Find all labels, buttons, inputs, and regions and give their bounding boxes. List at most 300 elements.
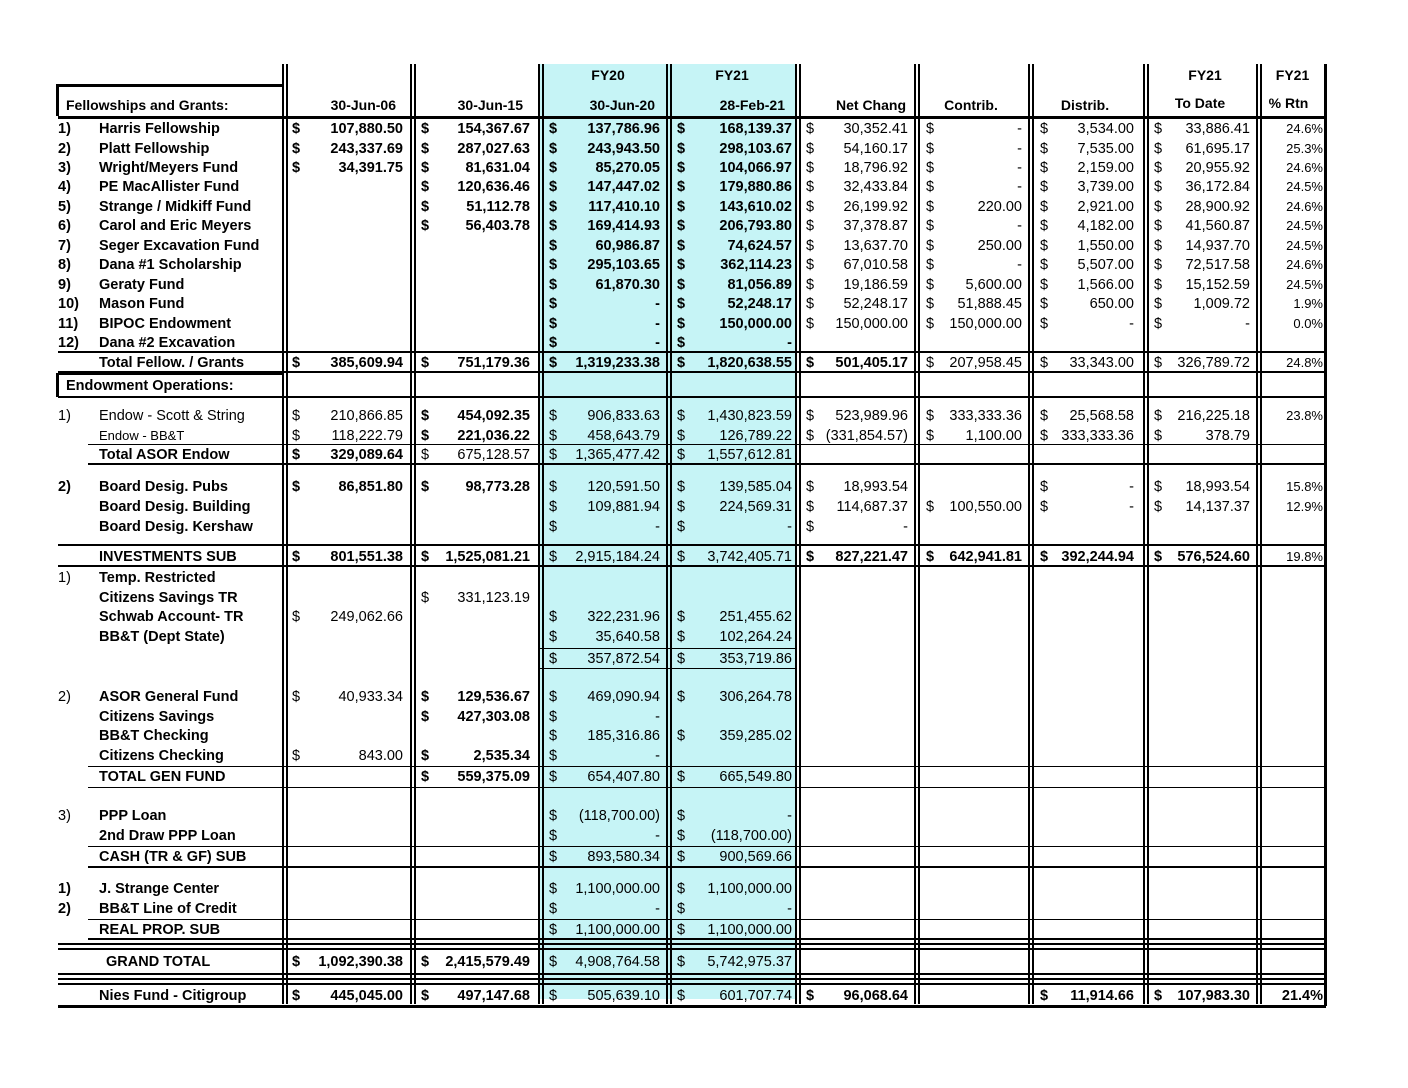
c15-value: 751,179.36: [457, 355, 530, 371]
dollar-sign: $: [677, 218, 686, 234]
contrib-value: 5,600.00: [965, 277, 1022, 293]
distrib-value: 11,914.66: [1070, 988, 1134, 1004]
dollar-sign: $: [677, 277, 686, 293]
distrib-value: 2,921.00: [1077, 199, 1134, 215]
todate-value: 14,937.70: [1185, 238, 1250, 254]
contrib-value: 250.00: [977, 238, 1022, 254]
dollar-sign: $: [677, 828, 686, 844]
row-label: Total ASOR Endow: [99, 447, 230, 463]
row-label: Dana #2 Excavation: [99, 335, 236, 351]
dollar-sign: $: [677, 499, 686, 515]
grid-line: [88, 938, 1326, 940]
todate-value: 576,524.60: [1177, 549, 1250, 565]
dollar-sign: $: [806, 428, 815, 444]
todate-value: 107,983.30: [1177, 988, 1250, 1004]
dollar-sign: $: [1154, 218, 1163, 234]
c20-value: 35,640.58: [595, 629, 660, 645]
distrib-value: 33,343.00: [1069, 355, 1134, 371]
dollar-sign: $: [421, 199, 430, 215]
dollar-sign: $: [549, 257, 558, 273]
dollar-sign: $: [549, 296, 558, 312]
dollar-sign: $: [1040, 296, 1049, 312]
contrib-value: 1,100.00: [965, 428, 1022, 444]
dollar-sign: $: [677, 922, 686, 938]
dollar-sign: $: [549, 199, 558, 215]
dollar-sign: $: [421, 954, 430, 970]
c21-value: 143,610.02: [719, 199, 792, 215]
c15-value: 98,773.28: [465, 479, 530, 495]
row-label: PE MacAllister Fund: [99, 179, 240, 195]
return-percent: 23.8%: [1286, 408, 1323, 423]
c21-value: 3,742,405.71: [707, 549, 792, 565]
c21-value: 52,248.17: [727, 296, 792, 312]
dollar-sign: $: [806, 316, 815, 332]
dollar-sign: $: [926, 218, 935, 234]
grid-line: [88, 919, 1326, 920]
grid-line: [58, 948, 1326, 950]
grid-line: [88, 463, 1326, 465]
c20-value: -: [655, 316, 660, 332]
return-percent: 0.0%: [1293, 316, 1323, 331]
distrib-value: 1,550.00: [1077, 238, 1134, 254]
dollar-sign: $: [549, 988, 558, 1004]
c21-value: 168,139.37: [719, 121, 792, 137]
dollar-sign: $: [292, 689, 301, 705]
row-label: BB&T Line of Credit: [99, 901, 237, 917]
contrib-value: -: [1017, 179, 1022, 195]
c06-value: 1,092,390.38: [318, 954, 403, 970]
column-header: 30-Jun-06: [330, 97, 396, 113]
grid-line: [914, 64, 916, 1004]
row-number: 3): [58, 808, 71, 824]
c20-value: 117,410.10: [588, 199, 660, 215]
row-number: 2): [58, 479, 71, 495]
column-header: Net Chang: [836, 97, 906, 113]
dollar-sign: $: [806, 479, 815, 495]
row-label: Board Desig. Pubs: [99, 479, 228, 495]
grid-line: [58, 544, 1326, 546]
c06-value: 86,851.80: [338, 479, 403, 495]
row-number: 1): [58, 570, 71, 586]
net-value: 827,221.47: [835, 549, 908, 565]
grid-line: [88, 846, 1326, 847]
todate-value: 20,955.92: [1185, 160, 1250, 176]
c21-value: 362,114.23: [720, 257, 792, 273]
dollar-sign: $: [1040, 355, 1049, 371]
c06-value: 34,391.75: [338, 160, 403, 176]
row-label: Board Desig. Building: [99, 499, 251, 515]
contrib-value: -: [1017, 141, 1022, 157]
row-number: 11): [58, 316, 79, 332]
grid-line: [58, 84, 282, 87]
c21-value: -: [787, 519, 792, 535]
net-value: 13,637.70: [843, 238, 908, 254]
dollar-sign: $: [421, 355, 430, 371]
dollar-sign: $: [1040, 277, 1049, 293]
dollar-sign: $: [677, 141, 686, 157]
dollar-sign: $: [1040, 199, 1049, 215]
c20-value: -: [655, 296, 660, 312]
c21-value: 353,719.86: [719, 651, 792, 667]
dollar-sign: $: [1154, 199, 1163, 215]
dollar-sign: $: [677, 179, 686, 195]
return-percent: 25.3%: [1286, 141, 1323, 156]
c15-value: 331,123.19: [457, 590, 530, 606]
return-percent: 24.5%: [1286, 238, 1323, 253]
contrib-value: 150,000.00: [949, 316, 1022, 332]
c20-value: 893,580.34: [587, 849, 660, 865]
dollar-sign: $: [926, 160, 935, 176]
dollar-sign: $: [549, 849, 558, 865]
dollar-sign: $: [926, 238, 935, 254]
c21-value: 104,066.97: [719, 160, 792, 176]
c21-value: 1,430,823.59: [707, 408, 792, 424]
dollar-sign: $: [292, 355, 301, 371]
c06-value: 801,551.38: [330, 549, 403, 565]
fy21-todate-header: FY21: [1188, 67, 1222, 83]
distrib-value: -: [1129, 499, 1134, 515]
return-percent: 24.6%: [1286, 121, 1323, 136]
row-number: 1): [58, 881, 71, 897]
dollar-sign: $: [292, 121, 301, 137]
dollar-sign: $: [549, 769, 558, 785]
c20-value: 60,986.87: [595, 238, 660, 254]
net-value: 37,378.87: [843, 218, 908, 234]
c15-value: 559,375.09: [457, 769, 530, 785]
net-value: 501,405.17: [835, 355, 908, 371]
dollar-sign: $: [292, 160, 301, 176]
dollar-sign: $: [292, 479, 301, 495]
c20-value: -: [655, 519, 660, 535]
todate-value: 36,172.84: [1185, 179, 1250, 195]
dollar-sign: $: [421, 428, 430, 444]
c15-value: 497,147.68: [457, 988, 530, 1004]
grid-line: [88, 787, 1326, 788]
distrib-value: 2,159.00: [1077, 160, 1134, 176]
row-label: BB&T (Dept State): [99, 629, 225, 645]
grid-line: [282, 64, 284, 1004]
todate-value: 15,152.59: [1185, 277, 1250, 293]
dollar-sign: $: [1154, 296, 1163, 312]
dollar-sign: $: [1040, 179, 1049, 195]
c21-value: 126,789.22: [719, 428, 792, 444]
dollar-sign: $: [677, 408, 686, 424]
c21-value: -: [787, 808, 792, 824]
fy20-header: FY20: [591, 67, 625, 83]
c21-value: 251,455.62: [719, 609, 792, 625]
dollar-sign: $: [926, 408, 935, 424]
contrib-value: -: [1017, 218, 1022, 234]
dollar-sign: $: [677, 808, 686, 824]
dollar-sign: $: [1154, 238, 1163, 254]
dollar-sign: $: [806, 257, 815, 273]
row-label: J. Strange Center: [99, 881, 220, 897]
dollar-sign: $: [549, 355, 558, 371]
c15-value: 2,415,579.49: [445, 954, 530, 970]
dollar-sign: $: [1154, 408, 1163, 424]
c21-value: 74,624.57: [727, 238, 792, 254]
grid-line: [1256, 64, 1258, 1004]
grid-line: [58, 351, 1326, 353]
c20-value: 109,881.94: [587, 499, 660, 515]
dollar-sign: $: [549, 121, 558, 137]
dollar-sign: $: [549, 408, 558, 424]
distrib-value: -: [1129, 316, 1134, 332]
c21-value: 224,569.31: [719, 499, 792, 515]
dollar-sign: $: [677, 651, 686, 667]
row-label: Mason Fund: [99, 296, 185, 312]
dollar-sign: $: [677, 355, 686, 371]
row-label: Total Fellow. / Grants: [99, 355, 245, 371]
row-label: Dana #1 Scholarship: [99, 257, 242, 273]
dollar-sign: $: [292, 988, 301, 1004]
net-value: 18,993.54: [843, 479, 908, 495]
c06-value: 249,062.66: [330, 609, 403, 625]
contrib-value: 642,941.81: [949, 549, 1022, 565]
grid-line: [58, 943, 1326, 945]
grid-line: [1324, 64, 1327, 1006]
net-value: 54,160.17: [843, 141, 908, 157]
dollar-sign: $: [421, 408, 430, 424]
dollar-sign: $: [292, 447, 301, 463]
dollar-sign: $: [1154, 988, 1163, 1004]
dollar-sign: $: [677, 954, 686, 970]
row-label: CASH (TR & GF) SUB: [99, 849, 247, 865]
dollar-sign: $: [926, 179, 935, 195]
dollar-sign: $: [1040, 479, 1049, 495]
c21-value: 1,557,612.81: [707, 447, 792, 463]
dollar-sign: $: [1154, 277, 1163, 293]
dollar-sign: $: [806, 160, 815, 176]
dollar-sign: $: [549, 748, 558, 764]
net-value: 523,989.96: [835, 408, 908, 424]
c20-value: 505,639.10: [587, 988, 660, 1004]
todate-value: 326,789.72: [1177, 355, 1250, 371]
grid-line: [799, 64, 801, 1004]
todate-value: 1,009.72: [1193, 296, 1250, 312]
return-percent: 24.6%: [1286, 160, 1323, 175]
dollar-sign: $: [421, 121, 430, 137]
distrib-value: 5,507.00: [1077, 257, 1134, 273]
row-number: 2): [58, 689, 71, 705]
todate-value: 216,225.18: [1177, 408, 1250, 424]
c21-value: 1,820,638.55: [707, 355, 792, 371]
contrib-value: -: [1017, 160, 1022, 176]
dollar-sign: $: [549, 479, 558, 495]
grid-line: [918, 64, 920, 1004]
net-value: 96,068.64: [843, 988, 908, 1004]
dollar-sign: $: [1154, 257, 1163, 273]
dollar-sign: $: [421, 988, 430, 1004]
grid-line: [1032, 64, 1034, 1004]
grid-line: [538, 64, 540, 1004]
todate-value: 18,993.54: [1185, 479, 1250, 495]
c06-value: 40,933.34: [338, 689, 403, 705]
grid-line: [795, 64, 797, 1004]
grid-line: [1028, 64, 1030, 1004]
todate-value: 14,137.37: [1185, 499, 1250, 515]
c15-value: 56,403.78: [465, 218, 530, 234]
net-value: 30,352.41: [843, 121, 908, 137]
row-label: Harris Fellowship: [99, 121, 220, 137]
c15-value: 81,631.04: [465, 160, 530, 176]
c15-value: 287,027.63: [457, 141, 530, 157]
c20-value: 1,365,477.42: [575, 447, 660, 463]
distrib-value: 392,244.94: [1061, 549, 1134, 565]
c20-value: 85,270.05: [595, 160, 660, 176]
dollar-sign: $: [806, 199, 815, 215]
c20-value: 469,090.94: [587, 689, 660, 705]
distrib-value: 1,566.00: [1077, 277, 1134, 293]
c06-value: 329,089.64: [330, 447, 403, 463]
row-number: 2): [58, 141, 71, 157]
dollar-sign: $: [1154, 355, 1163, 371]
c20-value: 61,870.30: [595, 277, 660, 293]
dollar-sign: $: [549, 160, 558, 176]
dollar-sign: $: [677, 689, 686, 705]
dollar-sign: $: [926, 257, 935, 273]
distrib-value: 333,333.36: [1061, 428, 1134, 444]
dollar-sign: $: [926, 499, 935, 515]
dollar-sign: $: [549, 728, 558, 744]
dollar-sign: $: [926, 277, 935, 293]
dollar-sign: $: [421, 709, 430, 725]
row-label: Temp. Restricted: [99, 570, 216, 586]
row-label: GRAND TOTAL: [106, 954, 211, 970]
row-label: Endow - BB&T: [99, 428, 185, 443]
return-percent: 24.8%: [1286, 355, 1323, 370]
net-value: 32,433.84: [843, 179, 908, 195]
dollar-sign: $: [677, 238, 686, 254]
c21-value: 102,264.24: [719, 629, 792, 645]
grid-line: [58, 973, 1326, 975]
dollar-sign: $: [292, 954, 301, 970]
c20-value: 654,407.80: [587, 769, 660, 785]
dollar-sign: $: [926, 355, 935, 371]
dollar-sign: $: [1040, 257, 1049, 273]
c06-value: 385,609.94: [330, 355, 403, 371]
dollar-sign: $: [421, 160, 430, 176]
c21-value: 359,285.02: [719, 728, 792, 744]
grid-line: [56, 84, 59, 116]
dollar-sign: $: [677, 296, 686, 312]
dollar-sign: $: [926, 199, 935, 215]
dollar-sign: $: [677, 160, 686, 176]
dollar-sign: $: [549, 629, 558, 645]
todate-value: 33,886.41: [1185, 121, 1250, 137]
column-header: 30-Jun-20: [589, 97, 655, 113]
dollar-sign: $: [421, 590, 430, 606]
dollar-sign: $: [1154, 121, 1163, 137]
dollar-sign: $: [806, 549, 815, 565]
c21-value: 1,100,000.00: [707, 922, 792, 938]
return-percent: 24.6%: [1286, 199, 1323, 214]
grid-line: [58, 978, 1326, 980]
grid-line: [88, 866, 1326, 868]
c21-value: 306,264.78: [719, 689, 792, 705]
row-number: 10): [58, 296, 79, 312]
row-label: Carol and Eric Meyers: [99, 218, 252, 234]
row-number: 1): [58, 408, 71, 424]
grid-line: [540, 668, 797, 669]
todate-value: 378.79: [1205, 428, 1250, 444]
dollar-sign: $: [549, 901, 558, 917]
dollar-sign: $: [677, 901, 686, 917]
c20-value: -: [655, 748, 660, 764]
dollar-sign: $: [677, 428, 686, 444]
dollar-sign: $: [421, 179, 430, 195]
c21-value: 150,000.00: [719, 316, 792, 332]
dollar-sign: $: [421, 447, 430, 463]
grid-line: [540, 648, 797, 649]
dollar-sign: $: [677, 609, 686, 625]
grid-line: [410, 64, 412, 1004]
row-label: TOTAL GEN FUND: [99, 769, 226, 785]
c20-value: (118,700.00): [578, 808, 660, 824]
c15-value: 120,636.46: [457, 179, 530, 195]
row-number: 7): [58, 238, 71, 254]
column-header: Distrib.: [1060, 97, 1110, 113]
dollar-sign: $: [806, 218, 815, 234]
row-label: Endow - Scott & String: [99, 408, 245, 424]
dollar-sign: $: [806, 238, 815, 254]
dollar-sign: $: [677, 257, 686, 273]
c20-value: 169,414.93: [587, 218, 660, 234]
dollar-sign: $: [1154, 428, 1163, 444]
dollar-sign: $: [1040, 121, 1049, 137]
dollar-sign: $: [549, 499, 558, 515]
todate-value: 61,695.17: [1185, 141, 1250, 157]
c21-value: 298,103.67: [719, 141, 792, 157]
distrib-value: 3,534.00: [1077, 121, 1134, 137]
grid-line: [286, 64, 288, 1004]
grid-line: [542, 64, 544, 1004]
dollar-sign: $: [421, 689, 430, 705]
dollar-sign: $: [926, 428, 935, 444]
net-value: -: [903, 519, 908, 535]
dollar-sign: $: [1040, 141, 1049, 157]
dollar-sign: $: [806, 179, 815, 195]
c20-value: 322,231.96: [587, 609, 660, 625]
c20-value: 295,103.65: [587, 257, 660, 273]
dollar-sign: $: [1040, 408, 1049, 424]
c06-value: 243,337.69: [330, 141, 403, 157]
dollar-sign: $: [549, 141, 558, 157]
return-percent: 24.5%: [1286, 218, 1323, 233]
row-number: 12): [58, 335, 79, 351]
dollar-sign: $: [292, 408, 301, 424]
dollar-sign: $: [677, 728, 686, 744]
c20-value: -: [655, 335, 660, 351]
dollar-sign: $: [677, 769, 686, 785]
dollar-sign: $: [1154, 160, 1163, 176]
dollar-sign: $: [549, 549, 558, 565]
c15-value: 2,535.34: [473, 748, 530, 764]
dollar-sign: $: [421, 218, 430, 234]
dollar-sign: $: [806, 277, 815, 293]
c21-value: 900,569.66: [719, 849, 792, 865]
contrib-value: -: [1017, 257, 1022, 273]
grid-line: [1143, 64, 1145, 1004]
dollar-sign: $: [549, 651, 558, 667]
dollar-sign: $: [549, 179, 558, 195]
dollar-sign: $: [421, 549, 430, 565]
c15-value: 129,536.67: [457, 689, 530, 705]
net-value: 19,186.59: [843, 277, 908, 293]
c15-value: 51,112.78: [466, 199, 530, 215]
grid-line: [58, 1005, 1326, 1008]
row-label: ASOR General Fund: [99, 689, 239, 705]
